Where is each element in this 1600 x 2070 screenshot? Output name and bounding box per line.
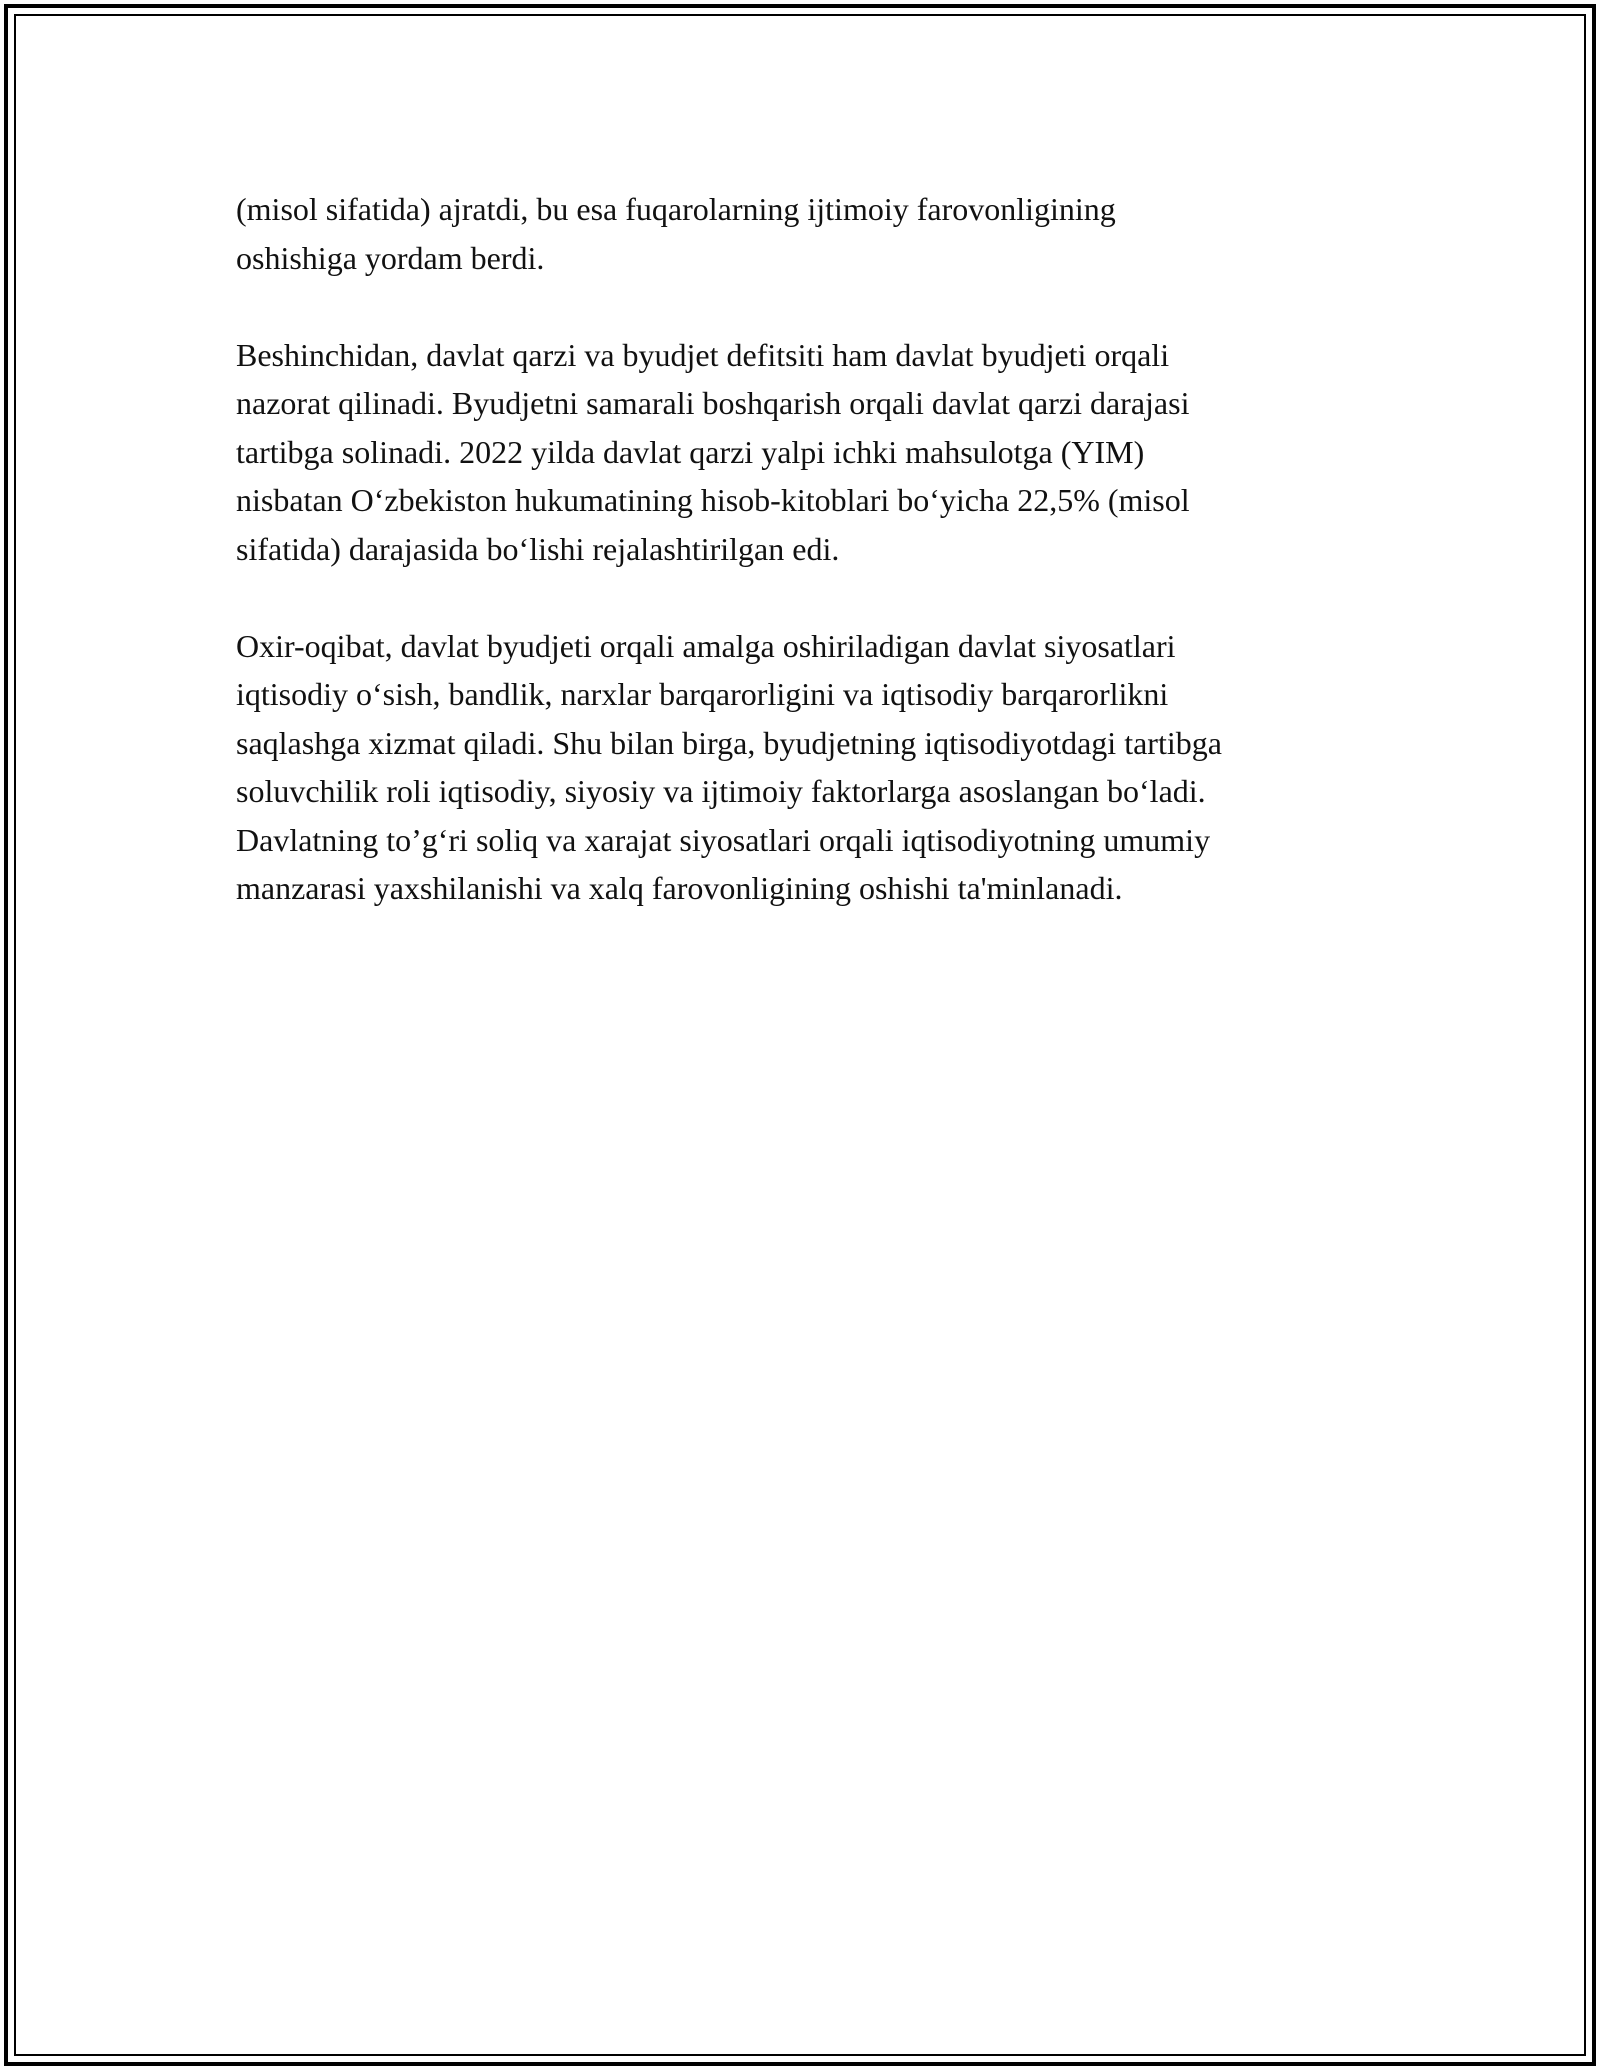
paragraph-1: (misol sifatida) ajratdi, bu esa fuqarolarning ijtimoiy farovonligining oshishiga yordam berdi. [236, 191, 1116, 276]
paragraph-3: Oxir-oqibat, davlat byudjeti orqali amalga oshiriladigan davlat siyosatlari iqtisodiy o‘sish, bandlik, narxlar barqarorligini va iqtisodiy barqarorlikni saqlashga xizmat qiladi. Shu bilan birga, byudjetning iqtisodiyotdagi tartibga soluvchilik roli iqtisodiy, siyosiy va ijtimoiy faktorlarga asoslangan bo‘ladi. Davlatning to’g‘ri soliq va xarajat siyosatlari orqali iqtisodiyotning umumiy manzarasi yaxshilanishi va xalq farovonligining oshishi ta'minlanadi. [236, 627, 1222, 906]
paragraph-2: Beshinchidan, davlat qarzi va byudjet defitsiti ham davlat byudjeti orqali nazorat qilinadi. Byudjetni samarali boshqarish orqali davlat qarzi darajasi tartibga solinadi. 2022 yilda davlat qarzi yalpi ichki mahsulotga (YIM) nisbatan O‘zbekiston hukumatining hisob-kitoblari bo‘yicha 22,5% (misol sifatida) darajasida bo‘lishi rejalashtirilgan edi. [236, 336, 1190, 567]
document-body [236, 185, 1376, 961]
